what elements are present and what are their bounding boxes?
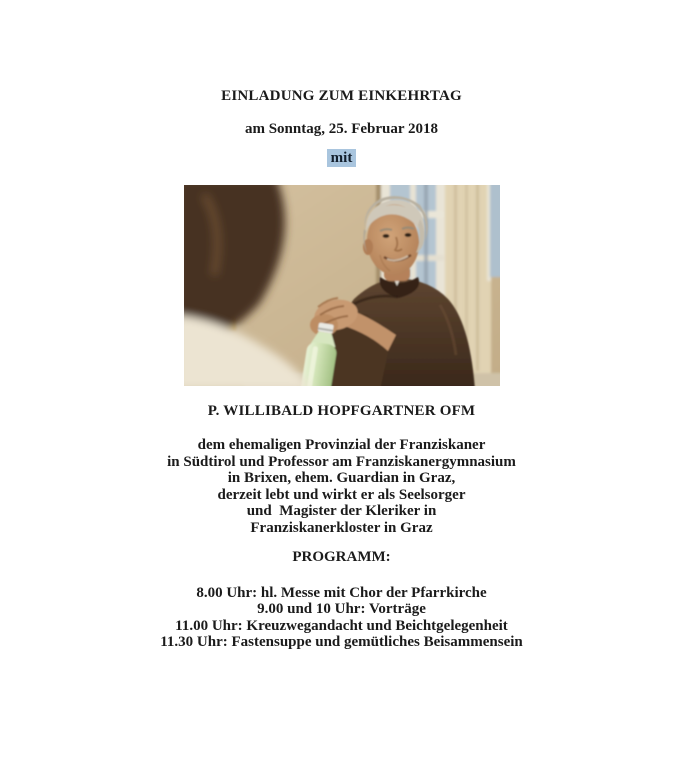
description-line: in Südtirol und Professor am Franziskanergymnasium <box>167 453 516 470</box>
program-line: 11.30 Uhr: Fastensuppe und gemütliches Beisammensein <box>160 634 523 651</box>
speaker-description <box>0 437 683 537</box>
invitation-date: am Sonntag, 25. Februar 2018 <box>244 121 439 137</box>
selected-word-line <box>0 150 683 167</box>
description-line: Franziskanerkloster in Graz <box>250 519 433 536</box>
speaker-name: P. WILLIBALD HOPFGARTNER OFM <box>207 403 476 419</box>
program-schedule <box>0 585 683 651</box>
selected-word-highlight: mit <box>327 149 357 167</box>
description-line: und Magister der Kleriker in <box>246 503 437 520</box>
description-line: derzeit lebt und wirkt er als Seelsorger <box>217 486 466 503</box>
invitation-title: EINLADUNG ZUM EINKEHRTAG <box>221 88 462 104</box>
description-line: dem ehemaligen Provinzial der Franziskaner <box>197 437 486 453</box>
program-line: 11.00 Uhr: Kreuzwegandacht und Beichtgelegenheit <box>175 617 508 634</box>
program-line: 8.00 Uhr: hl. Messe mit Chor der Pfarrkirche <box>196 584 487 601</box>
description-line: in Brixen, ehem. Guardian in Graz, <box>227 470 456 487</box>
program-heading: PROGRAMM: <box>292 548 391 565</box>
program-line: 9.00 und 10 Uhr: Vorträge <box>257 601 426 618</box>
speaker-photo-graphic <box>184 185 500 386</box>
speaker-photo <box>184 185 500 386</box>
